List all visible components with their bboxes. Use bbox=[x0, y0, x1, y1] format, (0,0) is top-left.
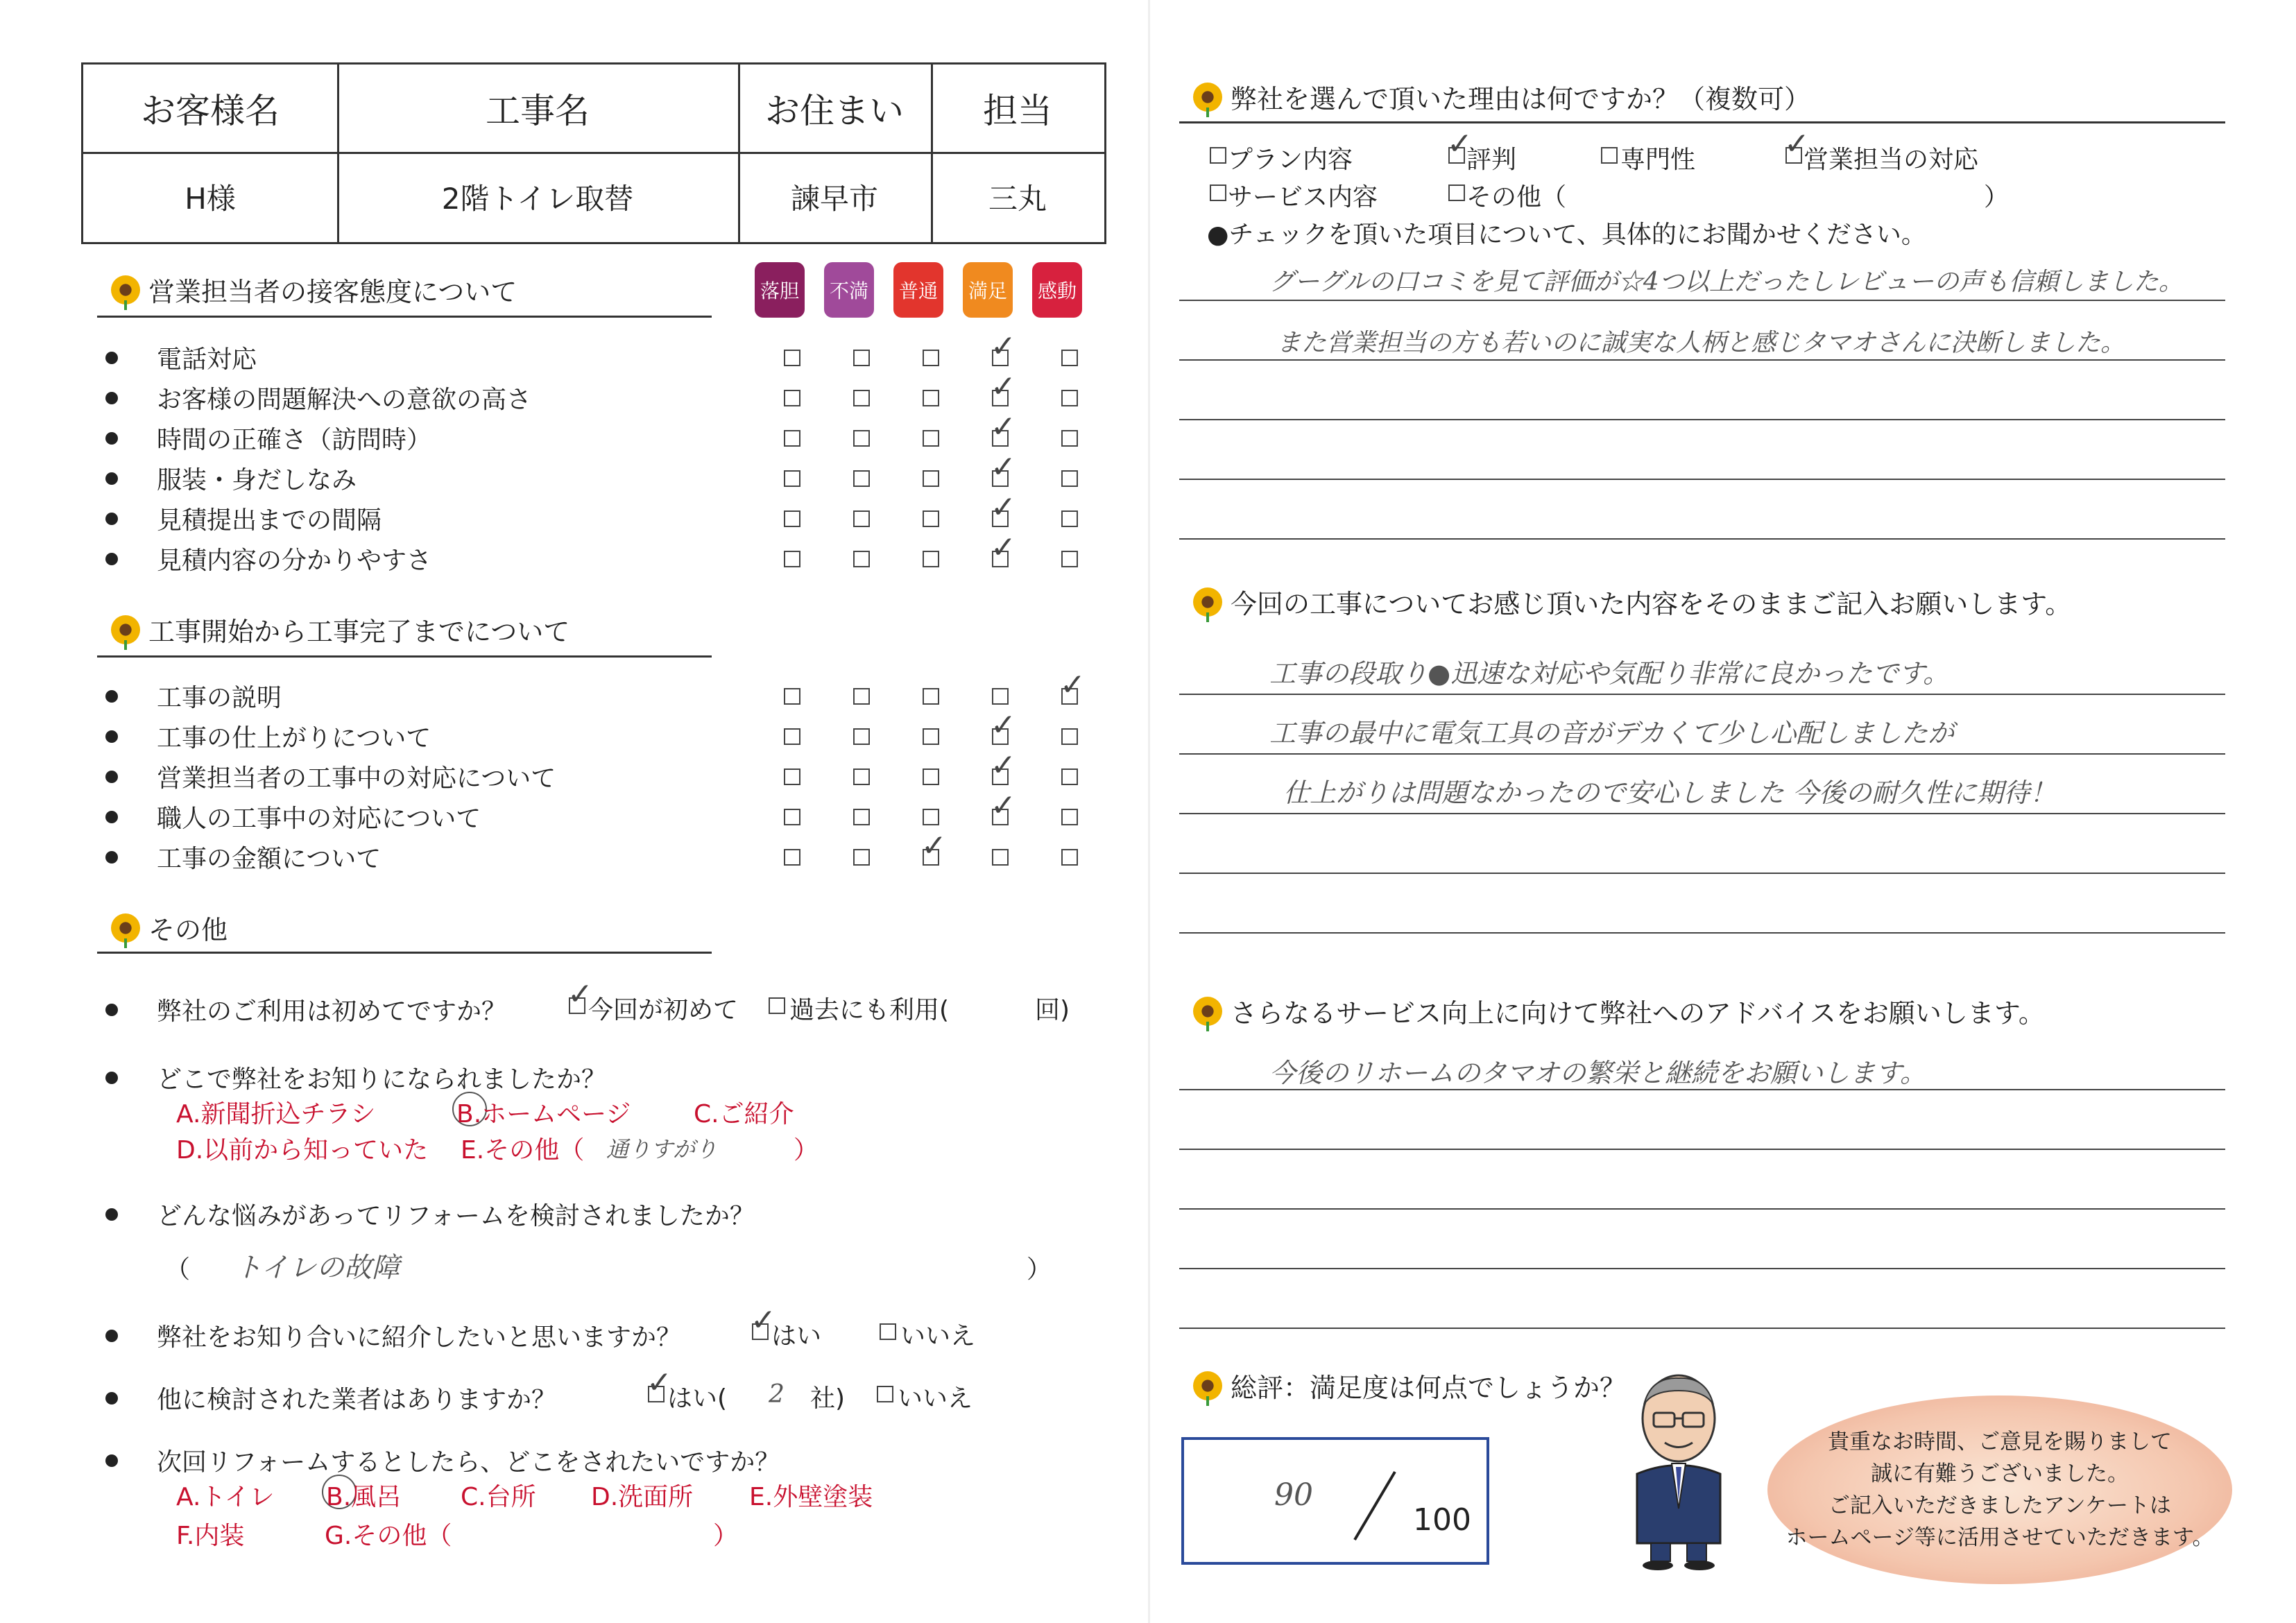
section-title: その他 bbox=[148, 915, 228, 945]
rating-checkbox[interactable] bbox=[853, 470, 870, 487]
reason-plan-label: プラン内容 bbox=[1228, 146, 1353, 174]
rating-checkbox[interactable] bbox=[1061, 809, 1078, 825]
thanks-line-4: ホームページ等に活用させていただきます。 bbox=[1785, 1525, 2214, 1550]
rating-row-label: 服装・身だしなみ bbox=[157, 466, 357, 495]
question-next-reform bbox=[105, 1443, 780, 1478]
bullet bbox=[105, 553, 118, 565]
other-companies-no-checkbox[interactable] bbox=[877, 1386, 893, 1402]
customer-info-table bbox=[81, 62, 1106, 244]
reason-other-checkbox[interactable] bbox=[1448, 184, 1465, 201]
option-flyer: A.新聞折込チラシ bbox=[176, 1100, 376, 1128]
rating-checkbox[interactable] bbox=[1061, 510, 1078, 527]
recommend-no-checkbox[interactable] bbox=[880, 1323, 896, 1340]
check-mark-icon: ✓ bbox=[1447, 126, 1473, 162]
sunflower-icon bbox=[111, 615, 140, 644]
check-mark-icon: ✓ bbox=[646, 1365, 672, 1400]
option-other-close: ） bbox=[794, 1136, 819, 1165]
rating-row bbox=[105, 501, 382, 536]
rating-checkbox[interactable] bbox=[992, 849, 1009, 866]
rating-row-label: 職人の工事中の対応について bbox=[157, 805, 481, 833]
rating-checkbox[interactable] bbox=[923, 809, 939, 825]
rating-checkbox[interactable] bbox=[923, 510, 939, 527]
sunflower-icon bbox=[1193, 1371, 1222, 1400]
recommend-yes-label: はい bbox=[771, 1322, 822, 1350]
sunflower-icon bbox=[1193, 587, 1222, 617]
bullet bbox=[105, 432, 118, 445]
check-mark-icon: ✓ bbox=[991, 449, 1016, 485]
rating-checkbox[interactable] bbox=[853, 728, 870, 745]
bullet bbox=[105, 771, 118, 783]
rating-checkbox[interactable] bbox=[923, 688, 939, 705]
rating-checkbox[interactable] bbox=[1061, 768, 1078, 785]
rating-checkbox[interactable] bbox=[1061, 390, 1078, 406]
handwritten-concern: トイレの故障 bbox=[234, 1252, 400, 1284]
rating-checkbox[interactable] bbox=[853, 551, 870, 567]
check-mark-icon: ✓ bbox=[991, 490, 1016, 525]
rating-checkbox[interactable] bbox=[923, 470, 939, 487]
option-washroom: D.洗面所 bbox=[591, 1483, 694, 1511]
handwritten-reason-line-2: また営業担当の方も若いのに誠実な人柄と感じタマオさんに決断しました。 bbox=[1276, 329, 2126, 357]
sunflower-icon bbox=[1193, 997, 1222, 1026]
section-title: さらなるサービス向上に向けて弊社へのアドバイスをお願いします。 bbox=[1231, 998, 2045, 1029]
residence-label: お住まい bbox=[765, 91, 904, 131]
rating-row-label: 見積提出までの間隔 bbox=[157, 506, 382, 535]
section-heading-score bbox=[1193, 1366, 1626, 1405]
bullet bbox=[105, 690, 118, 703]
rating-checkbox[interactable] bbox=[1061, 470, 1078, 487]
rating-checkbox[interactable] bbox=[923, 551, 939, 567]
thanks-line-1: 貴重なお時間、ご意見を賜りまして bbox=[1828, 1429, 2172, 1454]
rating-badge-normal: 普通 bbox=[893, 262, 943, 318]
rating-row-label: お客様の問題解決への意欲の高さ bbox=[157, 386, 532, 414]
rating-checkbox[interactable] bbox=[923, 390, 939, 406]
rating-checkbox[interactable] bbox=[853, 688, 870, 705]
check-mark-icon: ✓ bbox=[991, 530, 1016, 565]
reason-service-label: サービス内容 bbox=[1228, 183, 1378, 212]
rating-checkbox[interactable] bbox=[853, 350, 870, 366]
customer-name-value: H様 bbox=[185, 182, 236, 216]
reason-expertise-checkbox[interactable] bbox=[1601, 147, 1618, 164]
rating-badge-dissatisfied: 不満 bbox=[824, 262, 874, 318]
bullet bbox=[105, 352, 118, 364]
handwritten-impression-line-1: 工事の段取り●迅速な対応や気配り非常に良かったです。 bbox=[1269, 658, 1950, 689]
rating-checkbox[interactable] bbox=[853, 849, 870, 866]
page-fold bbox=[1148, 0, 1150, 1623]
rating-checkbox[interactable] bbox=[784, 430, 800, 447]
handwritten-other-source: 通りすがり bbox=[606, 1136, 718, 1162]
rating-checkbox[interactable] bbox=[1061, 551, 1078, 567]
option-toilet: A.トイレ bbox=[176, 1483, 275, 1511]
reason-other-close: ） bbox=[1984, 183, 2010, 212]
option-other: G.その他（ bbox=[325, 1522, 452, 1550]
other-companies-yes-label: はい( bbox=[667, 1384, 728, 1413]
question-recommend bbox=[105, 1318, 681, 1353]
question-text: どんな悩みがあってリフォームを検討されましたか？ bbox=[157, 1202, 755, 1230]
customer-name-label: お客様名 bbox=[141, 91, 280, 131]
check-mark-icon: ✓ bbox=[1060, 667, 1086, 703]
section-heading-other bbox=[111, 909, 228, 947]
staff-label: 担当 bbox=[983, 91, 1052, 131]
bullet bbox=[105, 472, 118, 485]
rating-badge-satisfied: 満足 bbox=[963, 262, 1013, 318]
rating-checkbox[interactable] bbox=[784, 849, 800, 866]
rating-row bbox=[105, 461, 357, 496]
sunflower-icon bbox=[1193, 83, 1222, 112]
rating-checkbox[interactable] bbox=[923, 768, 939, 785]
rating-checkbox[interactable] bbox=[784, 470, 800, 487]
rating-checkbox[interactable] bbox=[784, 809, 800, 825]
question-text: 弊社のご利用は初めてですか？ bbox=[157, 997, 507, 1026]
question-text: 弊社をお知り合いに紹介したいと思いますか？ bbox=[157, 1323, 682, 1352]
rating-checkbox[interactable] bbox=[784, 768, 800, 785]
used-before-label: 過去にも利用( bbox=[789, 996, 950, 1024]
thanks-line-2: 誠に有難うございました。 bbox=[1871, 1461, 2129, 1486]
bullet bbox=[105, 513, 118, 525]
bullet bbox=[105, 851, 118, 864]
company-count-suffix: 社) bbox=[810, 1384, 846, 1413]
question-text: 次回リフォームするとしたら、どこをされたいですか？ bbox=[157, 1448, 780, 1477]
section-heading-advice bbox=[1193, 992, 2045, 1030]
reason-plan-checkbox[interactable] bbox=[1210, 147, 1226, 164]
option-referral: C.ご紹介 bbox=[694, 1100, 794, 1128]
staff-value: 三丸 bbox=[988, 182, 1047, 216]
check-mark-icon: ✓ bbox=[1784, 126, 1810, 162]
section-heading-sales bbox=[111, 270, 517, 309]
rating-checkbox[interactable] bbox=[923, 350, 939, 366]
section-title: 工事開始から工事完了までについて bbox=[148, 617, 570, 647]
bullet bbox=[105, 730, 118, 743]
section-title: 営業担当者の接客態度について bbox=[148, 277, 517, 307]
handwritten-impression-line-2: 工事の最中に電気工具の音がデカくて少し心配しましたが bbox=[1269, 718, 1955, 748]
rating-row-label: 時間の正確さ（訪問時） bbox=[157, 426, 432, 454]
rating-row bbox=[105, 719, 431, 754]
rating-checkbox[interactable] bbox=[853, 430, 870, 447]
rating-row bbox=[105, 340, 257, 375]
sunflower-icon bbox=[111, 275, 140, 304]
reason-reputation-label: 評判 bbox=[1466, 146, 1517, 174]
question-text: 他に検討された業者はありますか？ bbox=[157, 1386, 557, 1414]
question-other-companies bbox=[105, 1380, 556, 1416]
rating-checkbox[interactable] bbox=[853, 768, 870, 785]
rating-checkbox[interactable] bbox=[923, 728, 939, 745]
rating-checkbox[interactable] bbox=[1061, 430, 1078, 447]
rating-checkbox[interactable] bbox=[1061, 849, 1078, 866]
first-time-label: 今回が初めて bbox=[588, 996, 739, 1024]
reason-other-label: その他（ bbox=[1466, 183, 1567, 212]
section-heading-construction bbox=[111, 610, 569, 649]
rating-badge-impressed: 感動 bbox=[1032, 262, 1082, 318]
check-mark-icon: ✓ bbox=[921, 828, 947, 864]
check-mark-icon: ✓ bbox=[991, 369, 1016, 404]
score-box bbox=[1181, 1437, 1489, 1565]
reason-service-checkbox[interactable] bbox=[1210, 184, 1226, 201]
recommend-no-label: いいえ bbox=[900, 1322, 976, 1350]
question-text: どこで弊社をお知りになられましたか？ bbox=[157, 1065, 607, 1094]
used-before-checkbox[interactable] bbox=[769, 997, 785, 1014]
handwritten-impression-line-3: 仕上がりは問題なかったので安心しました 今後の耐久性に期待！ bbox=[1283, 778, 2057, 808]
rating-row-label: 電話対応 bbox=[157, 345, 257, 374]
handwritten-advice-line-1: 今後のリホームのタマオの繁栄と継続をお願いします。 bbox=[1269, 1058, 1926, 1088]
rating-checkbox[interactable] bbox=[1061, 728, 1078, 745]
option-homepage: B.ホームページ bbox=[456, 1100, 631, 1128]
check-mark-icon: ✓ bbox=[991, 409, 1016, 445]
rating-row bbox=[105, 799, 481, 834]
section-title: 弊社を選んで頂いた理由は何ですか？（複数可） bbox=[1231, 84, 1811, 114]
check-mark-icon: ✓ bbox=[991, 329, 1016, 364]
question-first-time bbox=[105, 992, 506, 1027]
option-other-close: ） bbox=[713, 1522, 739, 1550]
rating-row-label: 見積内容の分かりやすさ bbox=[157, 547, 432, 575]
section-title: 今回の工事についてお感じ頂いた内容をそのままご記入お願いします。 bbox=[1231, 589, 2072, 619]
rating-checkbox[interactable] bbox=[784, 728, 800, 745]
used-before-count-suffix: 回) bbox=[1035, 996, 1070, 1024]
paren-close: ） bbox=[1027, 1255, 1052, 1284]
rating-row bbox=[105, 759, 556, 794]
option-bath: B.風呂 bbox=[326, 1483, 402, 1511]
rating-checkbox[interactable] bbox=[923, 430, 939, 447]
option-exterior-paint: E.外壁塗装 bbox=[749, 1483, 873, 1511]
check-mark-icon: ✓ bbox=[567, 977, 593, 1012]
rating-row bbox=[105, 380, 531, 415]
bullet bbox=[105, 392, 118, 404]
bullet bbox=[105, 811, 118, 823]
rating-row bbox=[105, 541, 431, 576]
rating-badge-disappointed: 落胆 bbox=[755, 262, 805, 318]
section-title: 総評：満足度は何点でしょうか？ bbox=[1231, 1373, 1627, 1403]
project-name-value: 2階トイレ取替 bbox=[441, 182, 634, 216]
rating-row bbox=[105, 839, 381, 875]
reason-expertise-label: 専門性 bbox=[1620, 146, 1696, 174]
check-mark-icon: ✓ bbox=[991, 788, 1016, 823]
option-other: E.その他（ bbox=[461, 1136, 585, 1165]
section-heading-impression bbox=[1193, 583, 2071, 621]
rating-row bbox=[105, 678, 282, 714]
check-mark-icon: ✓ bbox=[991, 748, 1016, 783]
other-companies-no-label: いいえ bbox=[898, 1384, 973, 1413]
rating-checkbox[interactable] bbox=[853, 390, 870, 406]
project-name-label: 工事名 bbox=[486, 91, 590, 131]
reason-sales-label: 営業担当の対応 bbox=[1804, 146, 1979, 174]
handwritten-reason-line-1: グーグルの口コミを見て評価が☆4つ以上だったしレビューの声も信頼しました。 bbox=[1269, 268, 2184, 296]
reason-detail-prompt: ●チェックを頂いた項目について、具体的にお聞かせください。 bbox=[1207, 221, 1926, 249]
thanks-message-bubble bbox=[1767, 1396, 2232, 1584]
score-slash-icon bbox=[1351, 1468, 1399, 1544]
option-known-before: D.以前から知っていた bbox=[176, 1136, 429, 1165]
handwritten-score: 90 bbox=[1274, 1477, 1313, 1513]
check-mark-icon: ✓ bbox=[751, 1303, 776, 1338]
rating-checkbox[interactable] bbox=[784, 688, 800, 705]
score-max: 100 bbox=[1413, 1502, 1471, 1538]
rating-checkbox[interactable] bbox=[853, 809, 870, 825]
section-heading-reason bbox=[1193, 78, 1810, 116]
paren-open: （ bbox=[165, 1255, 191, 1284]
sunflower-icon bbox=[111, 913, 140, 943]
thanks-line-3: ご記入いただきましたアンケートは bbox=[1828, 1493, 2172, 1518]
question-concern bbox=[105, 1196, 755, 1232]
rating-checkbox[interactable] bbox=[992, 688, 1009, 705]
rating-row-label: 営業担当者の工事中の対応について bbox=[157, 764, 556, 793]
handwritten-company-count: 2 bbox=[769, 1380, 785, 1409]
rating-checkbox[interactable] bbox=[853, 510, 870, 527]
rating-row-label: 工事の説明 bbox=[157, 684, 282, 712]
option-kitchen: C.台所 bbox=[461, 1483, 536, 1511]
rating-row-label: 工事の仕上がりについて bbox=[157, 724, 431, 753]
rating-row-label: 工事の金額について bbox=[157, 845, 382, 873]
rating-checkbox[interactable] bbox=[784, 390, 800, 406]
residence-value: 諫早市 bbox=[790, 182, 878, 216]
check-mark-icon: ✓ bbox=[991, 707, 1016, 743]
question-how-found bbox=[105, 1060, 606, 1095]
rating-checkbox[interactable] bbox=[784, 350, 800, 366]
rating-row bbox=[105, 420, 431, 456]
rating-checkbox[interactable] bbox=[784, 551, 800, 567]
rating-checkbox[interactable] bbox=[1061, 350, 1078, 366]
rating-checkbox[interactable] bbox=[784, 510, 800, 527]
option-interior: F.内装 bbox=[176, 1522, 245, 1550]
mascot-president-icon bbox=[1623, 1370, 1734, 1571]
